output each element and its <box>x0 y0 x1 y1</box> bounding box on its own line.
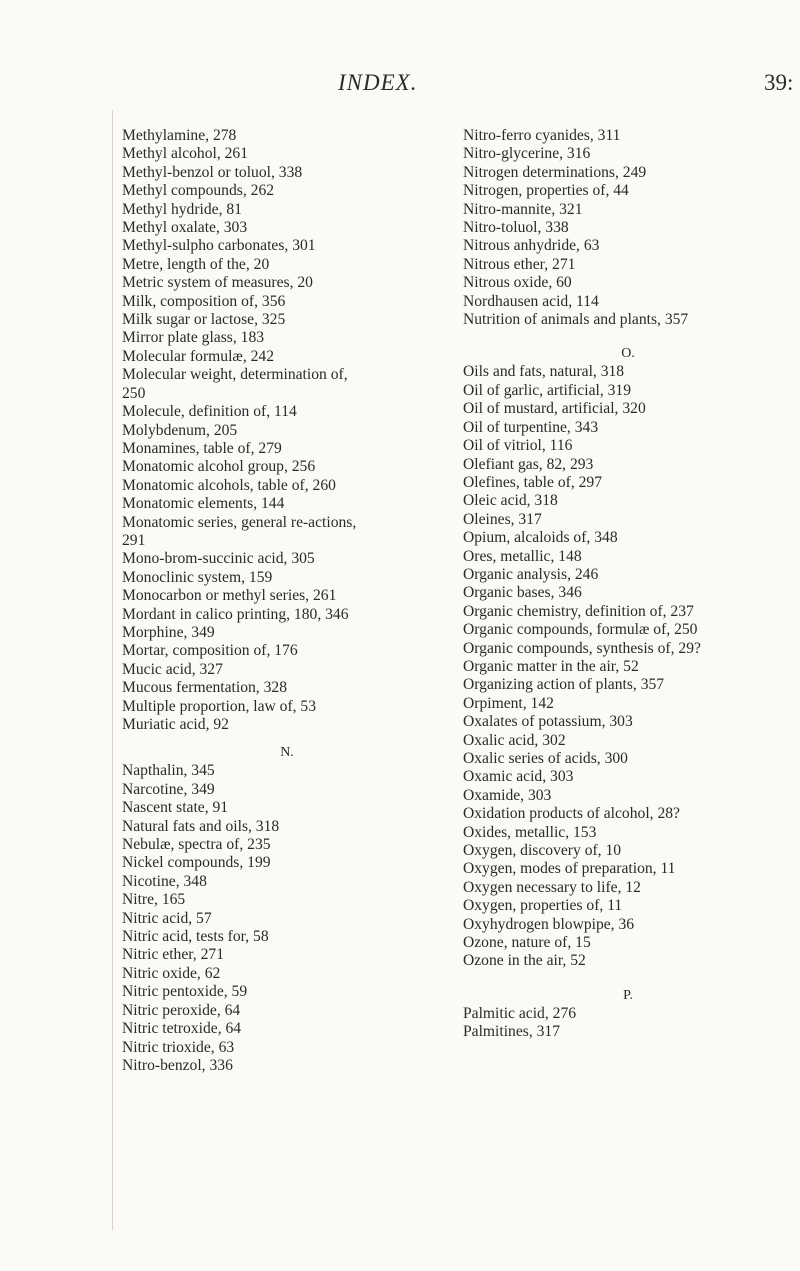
index-entry: Milk, composition of, 356 <box>122 292 286 310</box>
index-entry: Methyl-benzol or toluol, 338 <box>122 163 303 181</box>
page-edge-shadow <box>112 110 113 1230</box>
index-entry: Nebulæ, spectra of, 235 <box>122 836 271 854</box>
index-entry: Oxalic series of acids, 300 <box>463 750 628 767</box>
index-entry: Oil of turpentine, 343 <box>463 418 599 436</box>
index-group-n <box>122 762 452 1075</box>
index-entry: Oleic acid, 318 <box>463 492 558 510</box>
index-entry: Milk sugar or lactose, 325 <box>122 311 286 329</box>
index-entry: Mucic acid, 327 <box>122 660 223 678</box>
index-group-o <box>463 363 793 970</box>
index-entry: Organic chemistry, definition of, 237 <box>463 602 694 620</box>
index-entry: Methyl compounds, 262 <box>122 182 275 200</box>
index-entry: Organizing action of plants, 357 <box>463 676 665 694</box>
index-entry: Nitric pentoxide, 59 <box>122 983 248 1001</box>
index-entry: Organic compounds, formulæ of, 250 <box>463 621 698 639</box>
index-entry: Ozone, nature of, 15 <box>463 934 591 952</box>
section-letter-o: O. <box>621 346 635 362</box>
index-entry: Ozone in the air, 52 <box>463 952 586 970</box>
index-entry: Oleines, 317 <box>463 510 542 528</box>
index-entry: Molecular formulæ, 242 <box>122 347 275 365</box>
index-entry: Methyl-sulpho carbonates, 301 <box>122 237 316 255</box>
index-entry: Nitric oxide, 62 <box>122 964 221 982</box>
index-entry: Monatomic alcohol group, 256 <box>122 458 316 476</box>
index-entry: Nutrition of animals and plants, 357 <box>463 311 689 329</box>
section-letter-p: P. <box>623 987 633 1003</box>
index-entry: Nitrogen, properties of, 44 <box>463 182 629 200</box>
index-entry: Nitro-toluol, 338 <box>463 219 569 237</box>
index-entry: Nitric peroxide, 64 <box>122 1001 241 1019</box>
index-entry: Multiple proportion, law of, 53 <box>122 697 317 715</box>
index-entry: Nicotine, 348 <box>122 872 207 890</box>
index-entry: Mordant in calico printing, 180, 346 <box>122 605 349 623</box>
index-entry: Nitrogen determinations, 249 <box>463 163 647 181</box>
index-entry: Methyl hydride, 81 <box>122 200 242 218</box>
index-entry: Ores, metallic, 148 <box>463 547 582 565</box>
index-entry: Methyl oxalate, 303 <box>122 219 248 237</box>
index-entry: Narcotine, 349 <box>122 780 215 798</box>
index-entry: Oxamic acid, 303 <box>463 768 574 786</box>
section-letter-n: N. <box>280 745 294 761</box>
index-entry: Muriatic acid, 92 <box>122 716 229 733</box>
index-entry: Oils and fats, natural, 318 <box>463 363 625 381</box>
index-entry: Oxidation products of alcohol, 28? <box>463 805 680 823</box>
page-number: 39: <box>764 70 794 95</box>
index-entry: Nascent state, 91 <box>122 799 229 817</box>
index-entry: Mucous fermentation, 328 <box>122 679 287 697</box>
index-entry: Oxides, metallic, 153 <box>463 823 597 841</box>
index-entry: Nitro-ferro cyanides, 311 <box>463 127 621 144</box>
index-entry: Napthalin, 345 <box>122 762 215 780</box>
index-entry: Nitro-mannite, 321 <box>463 200 583 218</box>
index-entry: Nitric ether, 271 <box>122 946 224 964</box>
index-entry: Nitrous ether, 271 <box>463 255 576 273</box>
index-entry: Nitro-benzol, 336 <box>122 1056 233 1074</box>
page-title: INDEX. <box>338 70 418 95</box>
index-entry: Oil of vitriol, 116 <box>463 437 573 455</box>
index-entry: Mono-brom-succinic acid, 305 <box>122 550 315 568</box>
index-entry: Oil of garlic, artificial, 319 <box>463 381 632 399</box>
index-entry: Nitric trioxide, 63 <box>122 1038 235 1056</box>
index-entry: Metre, length of the, 20 <box>122 255 270 273</box>
index-entry: Oxalic acid, 302 <box>463 731 566 749</box>
index-entry: Opium, alcaloids of, 348 <box>463 529 618 547</box>
index-entry: Oil of mustard, artificial, 320 <box>463 400 646 418</box>
index-entry: Nitric acid, 57 <box>122 909 212 927</box>
index-entry: Organic matter in the air, 52 <box>463 657 639 675</box>
index-entry: Molybdenum, 205 <box>122 421 238 439</box>
index-entry: Oxalates of potassium, 303 <box>463 713 633 731</box>
index-entry: Molecular weight, determination of, <box>122 366 348 384</box>
index-entry: Monatomic series, general re-actions, <box>122 513 357 531</box>
index-entry: Natural fats and oils, 318 <box>122 817 280 835</box>
index-entry: Palmitines, 317 <box>463 1023 561 1041</box>
right-column <box>463 127 793 1042</box>
index-entry: Morphine, 349 <box>122 623 215 641</box>
index-entry: Oxygen, properties of, 11 <box>463 897 623 915</box>
index-entry: Palmitic acid, 276 <box>463 1004 577 1022</box>
index-entry: Olefines, table of, 297 <box>463 473 603 491</box>
index-entry: Nitrous oxide, 60 <box>463 274 572 292</box>
index-entry: Nitre, 165 <box>122 891 186 909</box>
index-entry: Methyl alcohol, 261 <box>122 145 249 163</box>
index-entry: Nordhausen acid, 114 <box>463 292 599 310</box>
index-entry: Methylamine, 278 <box>122 127 237 144</box>
index-entry: Oxygen, discovery of, 10 <box>463 842 622 860</box>
index-entry: Nitric acid, tests for, 58 <box>122 928 269 946</box>
index-entry: Mirror plate glass, 183 <box>122 329 265 347</box>
index-entry: Organic analysis, 246 <box>463 565 599 583</box>
index-entry: Oxygen necessary to life, 12 <box>463 878 641 896</box>
index-entry: Nitric tetroxide, 64 <box>122 1020 242 1038</box>
index-entry: Oxamide, 303 <box>463 786 552 804</box>
index-entry: Oxyhydrogen blowpipe, 36 <box>463 915 635 933</box>
index-entry: Organic bases, 346 <box>463 584 582 602</box>
index-entry: Olefiant gas, 82, 293 <box>463 455 594 473</box>
index-group-p <box>463 1005 793 1042</box>
index-group-n-continued <box>463 127 793 329</box>
index-entry: Oxygen, modes of preparation, 11 <box>463 860 676 878</box>
index-entry: Molecule, definition of, 114 <box>122 403 297 421</box>
index-entry: Nitrous anhydride, 63 <box>463 237 600 255</box>
index-entry: Nitro-glycerine, 316 <box>463 145 591 163</box>
index-entry: Monatomic elements, 144 <box>122 495 285 513</box>
index-entry: 291 <box>122 531 146 549</box>
index-entry: Monoclinic system, 159 <box>122 568 273 586</box>
index-entry: Monamines, table of, 279 <box>122 439 282 457</box>
page-header <box>0 70 800 100</box>
index-group-m <box>122 127 452 734</box>
index-entry: Mortar, composition of, 176 <box>122 642 298 660</box>
index-entry: Monatomic alcohols, table of, 260 <box>122 476 336 494</box>
index-entry: 250 <box>122 384 146 402</box>
index-entry: Metric system of measures, 20 <box>122 274 313 292</box>
index-entry: Nickel compounds, 199 <box>122 854 271 872</box>
index-entry: Organic compounds, synthesis of, 29? <box>463 639 701 657</box>
left-column <box>122 127 452 1075</box>
index-entry: Monocarbon or methyl series, 261 <box>122 587 337 605</box>
index-entry: Orpiment, 142 <box>463 694 554 712</box>
